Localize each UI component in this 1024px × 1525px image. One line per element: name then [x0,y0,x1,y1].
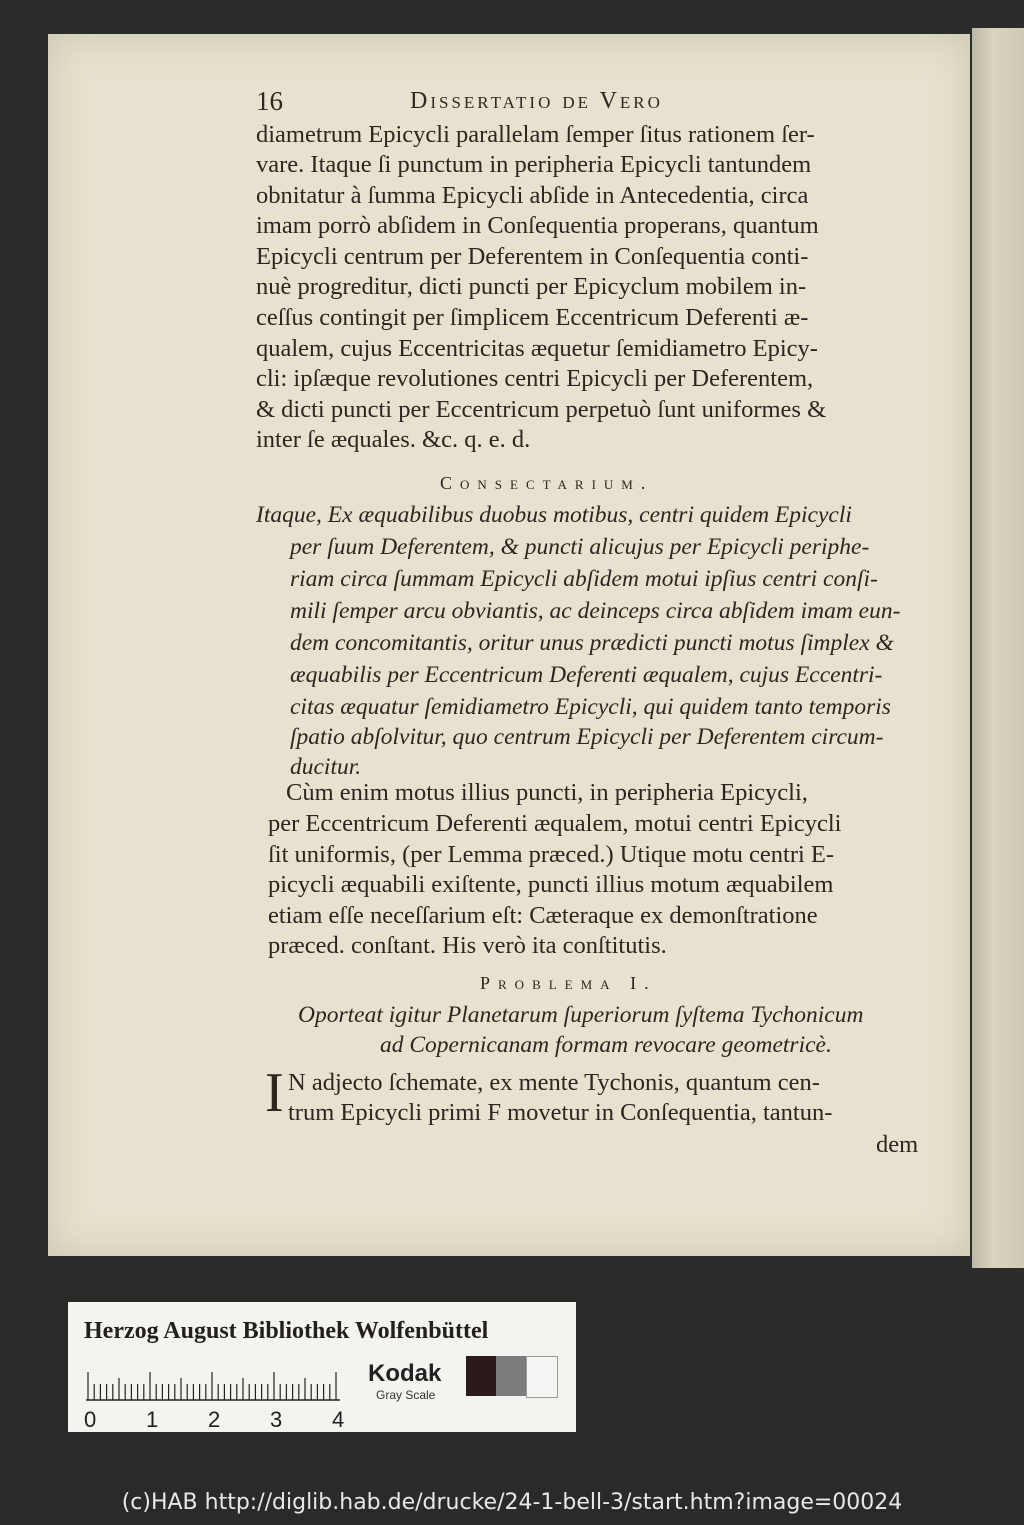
text-line: N adjecto ſchemate, ex mente Tychonis, quantum cen- [288,1069,820,1096]
text-line: picycli æquabili exiſtente, puncti illius motum æquabilem [268,871,834,898]
text-line: per Eccentricum Deferenti æqualem, motui centri Epicycli [268,810,842,837]
text-line: nuè progreditur, dicti puncti per Epicyclum mobilem in- [256,273,807,300]
ruler-number: 0 [84,1407,97,1432]
text-line: diametrum Epicycli parallelam ſemper ſitus rationem ſer- [256,121,815,148]
text-line: Oporteat igitur Planetarum ſuperiorum ſyſtema Tychonicum [298,1002,864,1028]
gray-swatch-light [526,1356,558,1398]
text-line: ceſſus contingit per ſimplicem Eccentricum Deferenti æ- [256,304,809,331]
text-line: dem concomitantis, oritur unus prædicti puncti motus ſimplex & [290,630,894,656]
text-line: ſit uniformis, (per Lemma præced.) Utique motu centri E- [268,841,835,868]
ruler-number: 3 [270,1407,283,1432]
section-heading-problema: Problema I. [480,973,657,993]
gray-swatch-dark [466,1356,496,1396]
running-title: Dissertatio de Vero [410,88,663,114]
text-line: per ſuum Deferentem, & puncti alicujus per Epicycli periphe- [290,534,870,560]
text-line: imam porrò abſidem in Conſequentia properans, quantum [256,212,819,239]
text-line: ad Copernicanam formam revocare geometricè. [380,1032,832,1058]
text-line: Itaque, Ex æquabilibus duobus motibus, centri quidem Epicycli [256,502,852,528]
drop-cap-initial: I [265,1062,284,1124]
ruler-scale [84,1366,344,1402]
text-line: præced. conſtant. His verò ita conſtitutis. [268,932,667,959]
text-line: qualem, cujus Eccentricitas æquetur ſemidiametro Epicy- [256,335,818,362]
image-citation: (c)HAB http://diglib.hab.de/drucke/24-1-bell-3/start.htm?image=00024 [121,1490,903,1515]
text-line: vare. Itaque ſi punctum in peripheria Epicycli tantundem [256,151,812,178]
text-line: etiam eſſe neceſſarium eſt: Cæteraque ex demonſtratione [268,902,818,929]
text-line: Epicycli centrum per Deferentem in Conſequentia conti- [256,243,809,270]
text-line: mili ſemper arcu obviantis, ac deinceps circa abſidem imam eun- [290,598,901,624]
section-heading-consectarium: Consectarium. [440,473,654,493]
text-line: cli: ipſæque revolutiones centri Epicycli per Deferentem, [256,365,814,392]
text-line: & dicti puncti per Eccentricum perpetuò ſunt uniformes & [256,396,827,423]
text-line: æquabilis per Eccentricum Deferenti æqualem, cujus Eccentri- [290,662,883,688]
running-head [0,86,1024,116]
kodak-logo-text: Kodak [368,1360,442,1387]
gray-swatch-mid [496,1356,526,1396]
text-line: trum Epicycli primi F movetur in Conſequentia, tantun- [288,1099,833,1126]
text-line: obnitatur à ſumma Epicycli abſide in Antecedentia, circa [256,182,809,209]
catchword: dem [876,1131,919,1158]
facing-page-edge [972,28,1024,1268]
text-line: Cùm enim motus illius puncti, in peripheria Epicycli, [286,779,808,806]
text-line: ſpatio abſolvitur, quo centrum Epicycli per Deferentem circum- [290,724,884,750]
gray-scale-label: Gray Scale [376,1388,436,1402]
page-number: 16 [256,86,283,116]
library-name: Herzog August Bibliothek Wolfenbüttel [84,1318,489,1344]
ruler-number: 4 [332,1407,345,1432]
text-line: inter ſe æquales. &c. q. e. d. [256,426,531,453]
ruler-number: 1 [146,1407,159,1432]
text-line: ducitur. [290,754,362,780]
ruler-number: 2 [208,1407,221,1432]
text-line: riam circa ſummam Epicycli abſidem motui ipſius centri conſi- [290,566,878,592]
text-line: citas æquatur ſemidiametro Epicycli, qui quidem tanto temporis [290,694,891,720]
